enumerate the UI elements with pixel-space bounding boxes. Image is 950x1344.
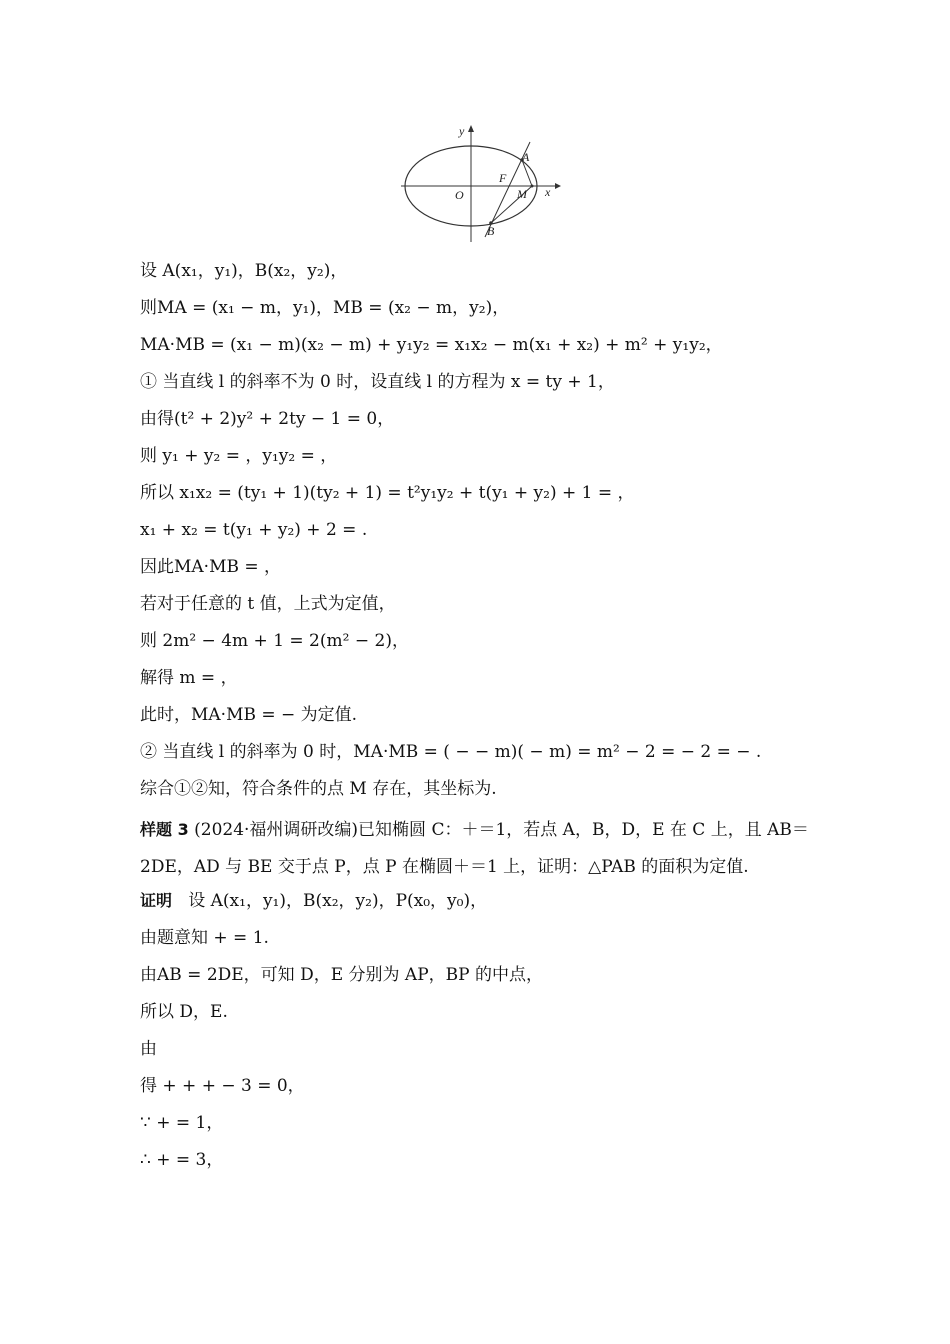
problem-text: (2024·福州调研改编)已知椭圆 C：＋＝1，若点 A，B，D，E 在 C 上，且 AB＝2DE，AD 与 BE 交于点 P，点 P 在椭圆＋＝1 上，证明：△PAB 的面积为定值. [140,820,809,877]
label-x: x [545,185,551,199]
text-line: 则 2m² − 4m + 1 = 2(m² − 2)， [140,631,409,651]
proof-line: 得 + + + − 3 = 0， [140,1076,305,1096]
text-line: 此时，MA·MB = − 为定值. [140,705,358,725]
x-axis-arrow [555,183,561,189]
proof-label: 证明 [140,891,173,910]
label-f: F [499,171,507,185]
label-y: y [459,124,465,138]
text-line: 解得 m = ， [140,668,238,688]
label-b: B [487,224,495,238]
problem-statement [140,811,815,886]
text-line: 所以 x₁x₂ = (ty₁ + 1)(ty₂ + 1) = t²y₁y₂ + t(y₁ + y₂) + 1 = ， [140,483,635,503]
text-line: 设 A(x₁，y₁)，B(x₂，y₂)， [140,261,348,281]
text-line: ② 当直线 l 的斜率为 0 时，MA·MB = ( − − m)( − m) = m² − 2 = − 2 = − . [140,742,762,762]
text-line: 则MA = (x₁ − m，y₁)，MB = (x₂ − m，y₂)， [140,298,510,318]
ellipse-diagram [395,120,565,245]
text-line: MA·MB = (x₁ − m)(x₂ − m) + y₁y₂ = x₁x₂ − m(x₁ + x₂) + m² + y₁y₂， [140,335,723,355]
proof-line: 所以 D，E. [140,1002,228,1022]
label-m: M [517,187,527,201]
text-line: 则 y₁ + y₂ = ，y₁y₂ = ， [140,446,338,466]
solution-text [140,256,820,1182]
text-line: 由得(t² + 2)y² + 2ty − 1 = 0， [140,409,395,429]
proof-text: 设 A(x₁，y₁)，B(x₂，y₂)，P(x₀，y₀)， [188,891,488,911]
text-line: 综合①②知，符合条件的点 M 存在，其坐标为. [140,779,497,799]
proof-line: ∵ + = 1， [140,1113,224,1133]
proof-line: 由 [140,1039,157,1059]
text-line: 若对于任意的 t 值，上式为定值， [140,594,396,614]
label-o: O [455,188,464,202]
text-line: ① 当直线 l 的斜率不为 0 时，设直线 l 的方程为 x = ty + 1， [140,372,615,392]
problem-label: 样题 3 [140,820,189,839]
label-a: A [522,150,530,164]
proof-line: 由题意知 + = 1. [140,928,269,948]
ellipse-figure [395,120,565,245]
point-m [531,185,534,188]
text-line: x₁ + x₂ = t(y₁ + y₂) + 2 = . [140,520,368,540]
proof-line: ∴ + = 3， [140,1150,224,1170]
text-line: 因此MA·MB = ， [140,557,282,577]
proof-line: 由AB = 2DE，可知 D，E 分别为 AP，BP 的中点， [140,965,543,985]
proof-first-line [140,886,820,923]
y-axis-arrow [468,125,474,132]
